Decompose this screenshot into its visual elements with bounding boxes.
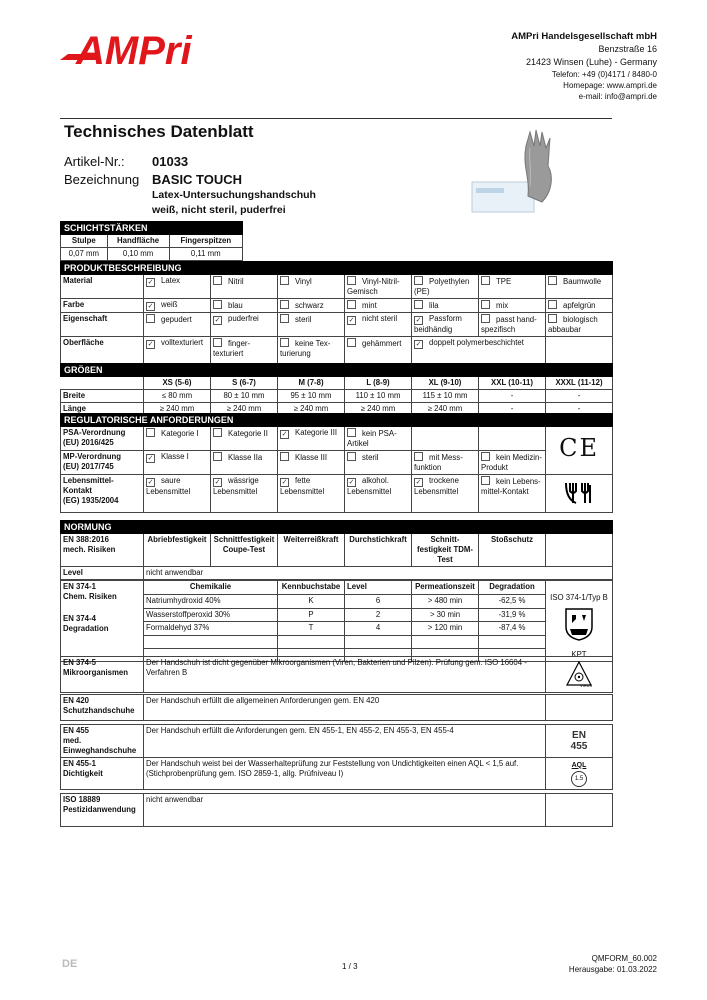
- description-line-1: Latex-Untersuchungshandschuh: [152, 189, 316, 201]
- chem-degradation: -87,4 %: [479, 622, 546, 636]
- chem-name: Natriumhydroxid 40%: [144, 594, 278, 608]
- row-label: EN 388:2016: [63, 535, 109, 544]
- page-number: 1 / 3: [342, 962, 358, 971]
- ce-mark: CE: [559, 433, 599, 462]
- norm-table-374: [60, 580, 613, 662]
- en388-col: Stoßschutz: [479, 534, 546, 567]
- size-col: M (7-8): [278, 377, 345, 390]
- norm-table-misc: [60, 656, 613, 693]
- size-col: XL (9-10): [412, 377, 479, 390]
- norm-table-388: [60, 520, 613, 580]
- thickness-val: 0,07 mm: [61, 248, 108, 261]
- checkbox: [481, 300, 490, 309]
- surface-row: [61, 337, 613, 365]
- en455-badge-bottom: 455: [570, 741, 588, 752]
- sizes-header: GRÖßEN: [61, 364, 613, 377]
- checkbox: ✓: [281, 431, 288, 438]
- option-label: Latex: [161, 276, 181, 285]
- checkbox: ✓: [415, 341, 422, 348]
- row-label: PSA-Verordnung: [63, 428, 126, 437]
- size-cell: 80 ± 10 mm: [211, 390, 278, 403]
- company-name: AMPri Handelsgesellschaft mbH: [511, 31, 657, 42]
- regulatory-header: REGULATORISCHE ANFORDERUNGEN: [61, 414, 613, 427]
- size-col: L (8-9): [345, 377, 412, 390]
- checkbox: [481, 452, 490, 461]
- option-label: Baumwolle: [563, 277, 602, 286]
- food-contact-icon: [562, 477, 596, 507]
- ampri-logo: [60, 26, 210, 70]
- thickness-header: SCHICHTSTÄRKEN: [61, 222, 243, 235]
- chem-letter: P: [278, 608, 345, 622]
- width-row: [61, 390, 613, 403]
- option-label: Nitril: [228, 277, 244, 286]
- chem-degradation: -31,9 %: [479, 608, 546, 622]
- chem-level: 6: [345, 594, 412, 608]
- row-label: EN 374-1: [63, 582, 96, 591]
- size-cell: -: [479, 403, 546, 416]
- form-info: [569, 953, 657, 975]
- chem-letter: K: [278, 594, 345, 608]
- option-label: puderfrei: [228, 314, 259, 323]
- option-label: fette Lebensmittel: [280, 476, 325, 496]
- thickness-col: Fingerspitzen: [169, 235, 242, 248]
- row-label: EN 455-1: [63, 759, 96, 768]
- option-label: biologisch abbaubar: [548, 315, 598, 334]
- row-label-sub: (EU) 2017/745: [63, 462, 114, 471]
- row-label: EN 374-5: [63, 658, 96, 667]
- size-cell: ≤ 80 mm: [144, 390, 211, 403]
- chem-row: [61, 622, 613, 636]
- size-col: XS (5-6): [144, 377, 211, 390]
- size-cell: -: [546, 403, 613, 416]
- checkbox: [414, 452, 423, 461]
- option-label: Kategorie III: [295, 428, 338, 437]
- checkbox: ✓: [147, 303, 154, 310]
- issue-date: Herausgabe: 01.03.2022: [568, 965, 657, 974]
- color-row: [61, 299, 613, 313]
- option-label: wässrige Lebensmittel: [213, 476, 259, 496]
- chem-degradation: -62,5 %: [479, 594, 546, 608]
- name-label: Bezeichnung: [64, 172, 140, 187]
- checkbox: [481, 314, 490, 323]
- row-label: Eigenschaft: [61, 313, 144, 337]
- option-label: saure Lebensmittel: [146, 476, 191, 496]
- checkbox: [280, 276, 289, 285]
- checkbox: [213, 452, 222, 461]
- checkbox: [347, 276, 356, 285]
- checkbox: [146, 428, 155, 437]
- chem-letter: T: [278, 622, 345, 636]
- chem-name: Formaldehyd 37%: [144, 622, 278, 636]
- row-label-sub: med.: [63, 736, 82, 745]
- chem-permeation: > 480 min: [412, 594, 479, 608]
- aql-value: 1.5: [571, 771, 587, 787]
- option-label: kein Lebens-mittel-Kontakt: [481, 477, 541, 496]
- row-label: Material: [61, 275, 144, 299]
- row-label: Lebensmittel-Kontakt: [63, 476, 114, 495]
- checkbox: [347, 452, 356, 461]
- food-row: [61, 475, 613, 513]
- option-label: Klasse I: [161, 452, 189, 461]
- checkbox: [146, 314, 155, 323]
- size-col: XXL (10-11): [479, 377, 546, 390]
- checkbox: ✓: [147, 479, 154, 486]
- checkbox: ✓: [281, 479, 288, 486]
- thickness-col: Handfläche: [107, 235, 169, 248]
- row-label: Farbe: [61, 299, 144, 313]
- header-rule: [60, 118, 612, 119]
- checkbox: [280, 452, 289, 461]
- option-label: gepudert: [161, 315, 192, 324]
- checkbox: ✓: [147, 455, 154, 462]
- option-label: Vinyl: [295, 277, 312, 286]
- logo-text: AMPri: [76, 29, 192, 70]
- checkbox: [347, 428, 356, 437]
- option-label: mit Mess-funktion: [414, 453, 463, 472]
- en4551-text: Der Handschuh weist bei der Wasserhalteprüfung zur Feststellung von Undichtigkeiten einen AQL < 1,5 auf. (Stichprobenprüfung gem. ISO 2859-1, allg. Prüfniveau I): [144, 758, 546, 790]
- aql-label: AQL: [571, 761, 587, 769]
- checkbox: ✓: [415, 317, 422, 324]
- chem-col: Permeationszeit: [412, 581, 479, 595]
- thickness-table: [60, 221, 243, 261]
- thickness-val: 0,10 mm: [107, 248, 169, 261]
- checkbox: [280, 314, 289, 323]
- chem-name: Wasserstoffperoxid 30%: [144, 608, 278, 622]
- chem-permeation: > 30 min: [412, 608, 479, 622]
- chem-col: Level: [345, 581, 412, 595]
- option-label: mint: [362, 301, 377, 310]
- option-label: Passform beidhändig: [414, 314, 462, 334]
- option-label: Kategorie II: [228, 429, 268, 438]
- name-value: BASIC TOUCH: [152, 172, 243, 187]
- checkbox: [548, 300, 557, 309]
- size-cell: -: [479, 390, 546, 403]
- company-street: Benzstraße 16: [598, 44, 657, 54]
- option-label: kein PSA-Artikel: [347, 429, 397, 448]
- product-table: [60, 261, 613, 365]
- option-label: nicht steril: [362, 314, 398, 323]
- company-address: [511, 30, 657, 102]
- description-line-2: weiß, nicht steril, puderfrei: [152, 204, 286, 216]
- chem-col: Degradation: [479, 581, 546, 595]
- size-cell: ≥ 240 mm: [345, 403, 412, 416]
- size-col: XXXL (11-12): [546, 377, 613, 390]
- checkbox: [548, 314, 557, 323]
- property-row: [61, 313, 613, 337]
- row-label: Breite: [61, 390, 144, 403]
- regulatory-table: [60, 413, 613, 513]
- checkbox: ✓: [415, 479, 422, 486]
- size-cell: ≥ 240 mm: [278, 403, 345, 416]
- chem-col: Kennbuchstabe: [278, 581, 345, 595]
- material-row: [61, 275, 613, 299]
- size-cell: ≥ 240 mm: [144, 403, 211, 416]
- option-label: gehämmert: [362, 339, 402, 348]
- option-label: blau: [228, 301, 243, 310]
- mp-row: [61, 451, 613, 475]
- row-label: Länge: [61, 403, 144, 416]
- article-label: Artikel-Nr.:: [64, 154, 125, 169]
- company-city: 21423 Winsen (Luhe) - Germany: [525, 57, 657, 67]
- en388-col: Abriebfestigkeit: [144, 534, 211, 567]
- sizes-table: [60, 363, 613, 416]
- option-label: schwarz: [295, 301, 324, 310]
- checkbox: [347, 338, 356, 347]
- option-label: steril: [295, 315, 312, 324]
- company-email: e-mail: info@ampri.de: [578, 92, 657, 101]
- checkbox: ✓: [214, 479, 221, 486]
- company-homepage: Homepage: www.ampri.de: [563, 81, 657, 90]
- option-label: Klasse IIa: [228, 453, 263, 462]
- article-value: 01033: [152, 154, 189, 169]
- size-cell: 110 ± 10 mm: [345, 390, 412, 403]
- row-label: EN 455: [63, 726, 90, 735]
- checkbox: ✓: [214, 317, 221, 324]
- option-label: mix: [496, 301, 509, 310]
- iso18889-text: nicht anwendbar: [144, 794, 546, 827]
- en3745-text: Der Handschuh ist dicht gegenüber Mikroorganismen (Viren, Bakterien und Pilzen). Prüfung gem. ISO 16604 - Verfahren B: [144, 657, 546, 693]
- size-cell: ≥ 240 mm: [412, 403, 479, 416]
- row-label: ISO 18889: [63, 795, 101, 804]
- row-label-sub: Einweghandschuhe: [63, 746, 137, 755]
- option-label: Kategorie I: [161, 429, 199, 438]
- footer-language: DE: [62, 958, 78, 970]
- size-cell: 115 ± 10 mm: [412, 390, 479, 403]
- size-col: S (6-7): [211, 377, 278, 390]
- option-label: steril: [362, 453, 379, 462]
- row-label-sub: EN 374-4 Degradation: [63, 614, 109, 633]
- chem-level: 2: [345, 608, 412, 622]
- chem-level: 4: [345, 622, 412, 636]
- checkbox: [481, 476, 490, 485]
- company-phone: Telefon: +49 (0)4171 / 8480-0: [551, 70, 657, 79]
- checkbox: [280, 300, 289, 309]
- en420-text: Der Handschuh erfüllt die allgemeinen Anforderungen gem. EN 420: [144, 695, 546, 721]
- row-label-sub: Dichtigkeit: [63, 769, 103, 778]
- row-label: EN 420: [63, 696, 90, 705]
- en388-col: Durchstichkraft: [345, 534, 412, 567]
- product-image: [470, 126, 610, 218]
- row-label-sub: (EG) 1935/2004: [63, 496, 119, 505]
- option-label: Polyethylen (PE): [414, 277, 470, 296]
- checkbox: [280, 338, 289, 347]
- thickness-col: Stulpe: [61, 235, 108, 248]
- checkbox: [414, 300, 423, 309]
- size-cell: -: [546, 390, 613, 403]
- chemical-hazard-icon: [564, 607, 594, 641]
- chem-row: [61, 608, 613, 622]
- en388-col: Schnitt-festigkeit TDM-Test: [412, 534, 479, 567]
- level-label: Level: [61, 567, 144, 580]
- biohazard-icon: [564, 658, 594, 688]
- chem-permeation: > 120 min: [412, 622, 479, 636]
- chem-row: [61, 594, 613, 608]
- option-label: doppelt polymerbeschichtet: [429, 338, 524, 347]
- row-label-sub: (EU) 2016/425: [63, 438, 114, 447]
- norm-table-18889: [60, 793, 613, 827]
- norm-header: NORMUNG: [61, 521, 613, 534]
- option-label: Vinyl-Nitril-Gemisch: [347, 277, 400, 296]
- option-label: trockene Lebensmittel: [414, 476, 459, 496]
- size-cell: ≥ 240 mm: [211, 403, 278, 416]
- option-label: keine Tex-turierung: [280, 339, 331, 358]
- checkbox: [481, 276, 490, 285]
- checkbox: ✓: [348, 479, 355, 486]
- row-label-sub: Pestizidanwendung: [63, 805, 136, 814]
- option-label: Klasse III: [295, 453, 328, 462]
- en455-badge-top: EN: [572, 730, 586, 741]
- checkbox: [213, 428, 222, 437]
- row-label-sub: mech. Risiken: [63, 545, 116, 554]
- chemical-code: KPT: [571, 650, 587, 659]
- option-label: TPE: [496, 277, 512, 286]
- option-label: lila: [429, 301, 439, 310]
- row-label: Oberfläche: [61, 337, 144, 365]
- virus-label: VIRUS: [580, 683, 593, 688]
- checkbox: [347, 300, 356, 309]
- option-label: weiß: [161, 300, 178, 309]
- form-code: QMFORM_60.002: [591, 954, 657, 963]
- row-label-sub: Chem. Risiken: [63, 592, 117, 601]
- checkbox: ✓: [147, 279, 154, 286]
- size-cell: 95 ± 10 mm: [278, 390, 345, 403]
- norm-table-420: [60, 694, 613, 721]
- option-label: finger-texturiert: [213, 339, 251, 358]
- checkbox: [213, 300, 222, 309]
- checkbox: [548, 276, 557, 285]
- option-label: alkohol. Lebensmittel: [347, 476, 392, 496]
- row-label: MP-Verordnung: [63, 452, 122, 461]
- en388-col: Weiterreißkraft: [278, 534, 345, 567]
- checkbox: [213, 276, 222, 285]
- chem-col: Chemikalie: [144, 581, 278, 595]
- en388-col: Schnittfestigkeit Coupe-Test: [211, 534, 278, 567]
- page-title: Technisches Datenblatt: [64, 122, 254, 141]
- thickness-val: 0,11 mm: [169, 248, 242, 261]
- checkbox: ✓: [147, 341, 154, 348]
- psa-row: [61, 427, 613, 451]
- option-label: passt hand-spezifisch: [481, 315, 537, 334]
- row-label-sub: Mikroorganismen: [63, 668, 128, 677]
- row-label-sub: Schutzhandschuhe: [63, 706, 135, 715]
- checkbox: [213, 338, 222, 347]
- product-header: PRODUKTBESCHREIBUNG: [61, 262, 613, 275]
- checkbox: [414, 276, 423, 285]
- iso-standard: ISO 374-1/Typ B: [550, 593, 608, 602]
- en455-text: Der Handschuh erfüllt die Anforderungen gem. EN 455-1, EN 455-2, EN 455-3, EN 455-4: [144, 725, 546, 758]
- option-label: volltexturiert: [161, 338, 204, 347]
- option-label: kein Medizin-Produkt: [481, 453, 542, 472]
- level-value: nicht anwendbar: [144, 567, 613, 580]
- norm-table-455: [60, 724, 613, 790]
- option-label: apfelgrün: [563, 301, 596, 310]
- checkbox: ✓: [348, 317, 355, 324]
